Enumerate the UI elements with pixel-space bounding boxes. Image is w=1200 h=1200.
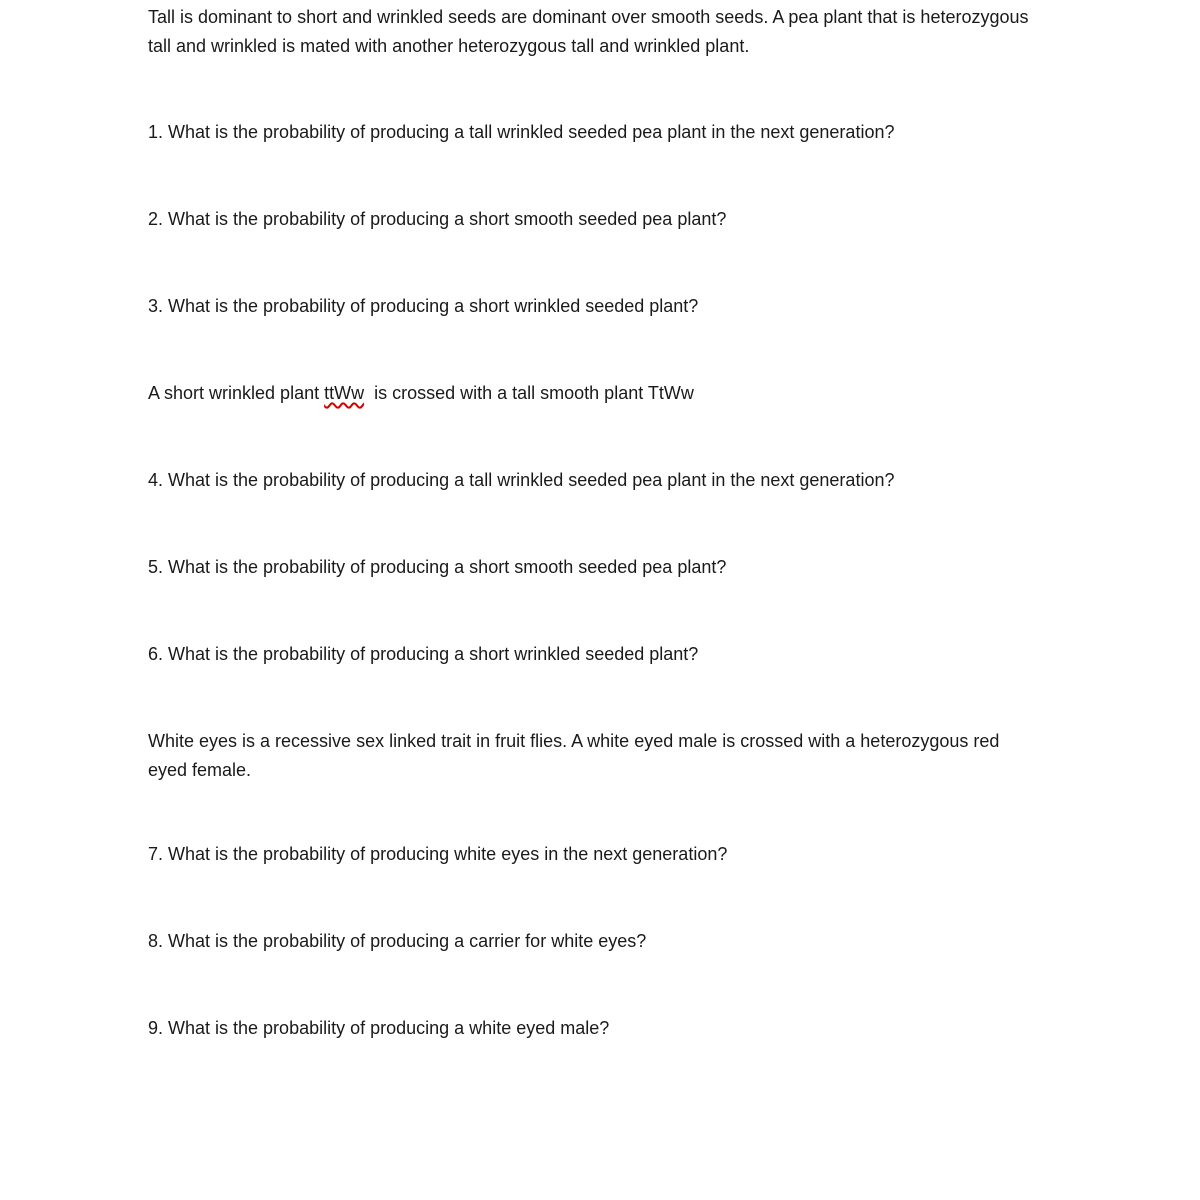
question-4: 4. What is the probability of producing a tall wrinkled seeded pea plant in the next generation? (148, 470, 895, 490)
section2-intro-start: A short wrinkled plant (148, 383, 325, 403)
section2-intro (148, 379, 1048, 408)
question-9: 9. What is the probability of producing a white eyed male? (148, 1018, 610, 1038)
section2-intro-end: is crossed with a tall smooth plant TtWw (364, 383, 694, 403)
question-3: 3. What is the probability of producing a short wrinkled seeded plant? (148, 296, 699, 316)
misspelled-genotype: ttWw (324, 383, 365, 403)
question-8: 8. What is the probability of producing a carrier for white eyes? (148, 931, 647, 951)
section3-intro: White eyes is a recessive sex linked trait in fruit flies. A white eyed male is crossed with a heterozygous red eyed female. (148, 731, 1000, 780)
section1-intro: Tall is dominant to short and wrinkled seeds are dominant over smooth seeds. A pea plant that is heterozygous tall and wrinkled is mated with another heterozygous tall and wrinkled plant. (148, 7, 1029, 56)
question-1: 1. What is the probability of producing a tall wrinkled seeded pea plant in the next generation? (148, 122, 895, 142)
question-6: 6. What is the probability of producing a short wrinkled seeded plant? (148, 644, 699, 664)
question-2: 2. What is the probability of producing a short smooth seeded pea plant? (148, 209, 727, 229)
question-5: 5. What is the probability of producing a short smooth seeded pea plant? (148, 557, 727, 577)
question-7: 7. What is the probability of producing white eyes in the next generation? (148, 844, 728, 864)
